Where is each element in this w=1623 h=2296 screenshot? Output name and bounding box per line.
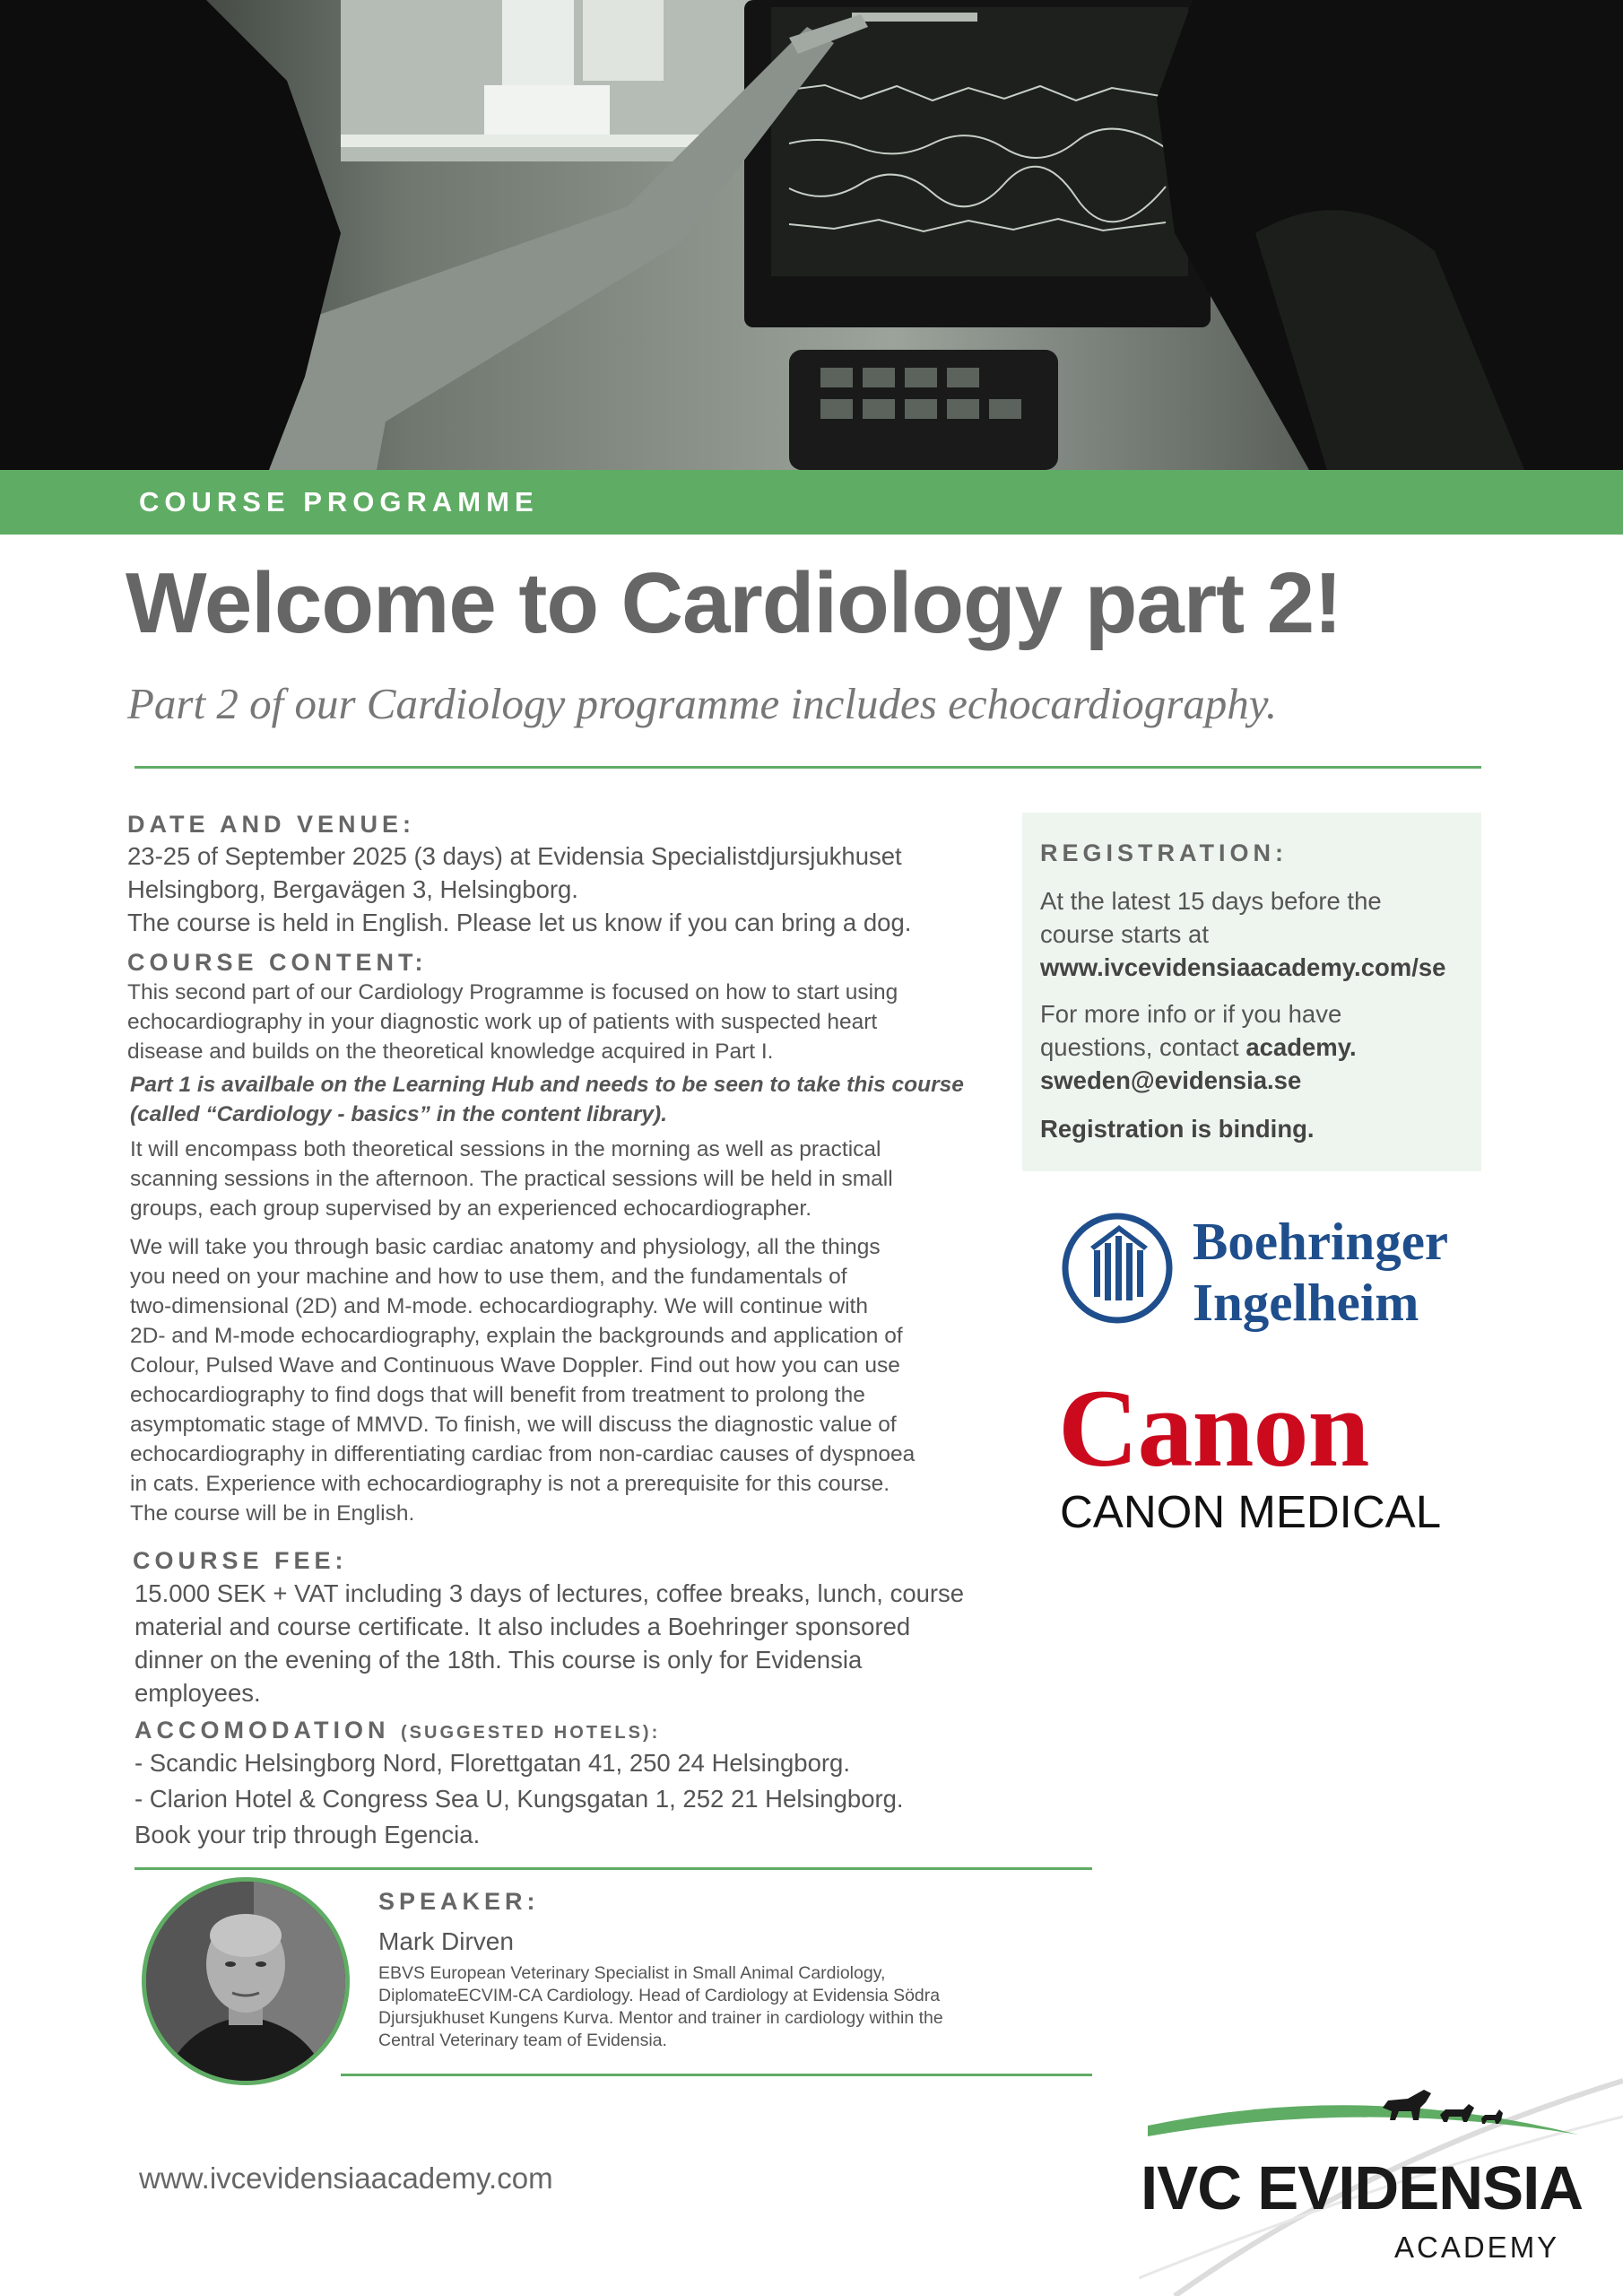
registration-url-link[interactable]: www.ivcevidensiaacademy.com/se bbox=[1040, 953, 1446, 981]
content-line: scanning sessions in the afternoon. The practical sessions will be held in small bbox=[130, 1167, 893, 1191]
boehringer-logo-text bbox=[1193, 1211, 1448, 1333]
speaker-avatar bbox=[142, 1877, 350, 2085]
divider-speaker-top bbox=[135, 1867, 1092, 1870]
note-line: (called “Cardiology - basics” in the content library). bbox=[130, 1102, 668, 1126]
bio-line: Djursjukhuset Kungens Kurva. Mentor and trainer in cardiology within the bbox=[378, 2008, 943, 2028]
date-venue-line: Helsingborg, Bergavägen 3, Helsingborg. bbox=[127, 875, 578, 903]
registration-heading: REGISTRATION: bbox=[1040, 839, 1288, 866]
echocardiography-scene-image bbox=[0, 0, 1623, 470]
course-content-note bbox=[130, 1070, 964, 1129]
registration-binding: Registration is binding. bbox=[1040, 1115, 1315, 1143]
speaker-portrait-icon bbox=[146, 1882, 345, 2081]
date-venue-heading: DATE AND VENUE: bbox=[127, 811, 416, 838]
section-banner bbox=[0, 470, 1623, 535]
fee-line: dinner on the evening of the 18th. This course is only for Evidensia bbox=[135, 1646, 863, 1674]
accommodation-heading-sub: (SUGGESTED HOTELS): bbox=[401, 1723, 661, 1743]
banner-label: COURSE PROGRAMME bbox=[139, 486, 539, 517]
boehringer-word: Boehringer bbox=[1193, 1212, 1449, 1271]
bio-line: Central Veterinary team of Evidensia. bbox=[378, 2031, 667, 2050]
footer-url-link[interactable]: www.ivcevidensiaacademy.com bbox=[139, 2161, 553, 2195]
ingelheim-word: Ingelheim bbox=[1193, 1273, 1419, 1332]
hotel-line: - Scandic Helsingborg Nord, Florettgatan 41, 250 24 Helsingborg. bbox=[135, 1749, 850, 1777]
content-line: This second part of our Cardiology Programme is focused on how to start using bbox=[127, 980, 898, 1004]
course-content-heading: COURSE CONTENT: bbox=[127, 949, 428, 976]
contact-line: For more info or if you have bbox=[1040, 1000, 1342, 1028]
content-line: We will take you through basic cardiac anatomy and physiology, all the things bbox=[130, 1235, 881, 1259]
date-venue-line: 23-25 of September 2025 (3 days) at Evidensia Specialistdjursjukhuset bbox=[127, 842, 902, 870]
course-content-para3 bbox=[130, 1232, 915, 1528]
content-line: asymptomatic stage of MMVD. To finish, we will discuss the diagnostic value of bbox=[130, 1413, 897, 1437]
content-line: disease and builds on the theoretical knowledge acquired in Part I. bbox=[127, 1039, 774, 1064]
course-content-para1 bbox=[127, 978, 898, 1066]
contact-prefix: questions, contact bbox=[1040, 1033, 1246, 1061]
speaker-bio bbox=[378, 1962, 943, 2052]
academy-logo-text: ACADEMY bbox=[1394, 2231, 1560, 2264]
content-line: groups, each group supervised by an experienced echocardiographer. bbox=[130, 1196, 812, 1221]
accommodation-heading bbox=[135, 1717, 660, 1744]
date-venue-line: The course is held in English. Please let us know if you can bring a dog. bbox=[127, 909, 912, 936]
hero-photo bbox=[0, 0, 1623, 470]
registration-deadline bbox=[1040, 884, 1445, 984]
content-line: The course will be in English. bbox=[130, 1501, 415, 1526]
registration-line: At the latest 15 days before the bbox=[1040, 887, 1382, 915]
content-line: Colour, Pulsed Wave and Continuous Wave Doppler. Find out how you can use bbox=[130, 1353, 900, 1378]
registration-line: course starts at bbox=[1040, 920, 1209, 948]
page-title: Welcome to Cardiology part 2! bbox=[126, 555, 1342, 651]
fee-line: 15.000 SEK + VAT including 3 days of lectures, coffee breaks, lunch, course bbox=[135, 1579, 965, 1607]
registration-contact bbox=[1040, 997, 1357, 1097]
contact-email-link[interactable]: academy. bbox=[1245, 1033, 1357, 1061]
divider-top bbox=[135, 766, 1481, 769]
content-line: in cats. Experience with echocardiography is not a prerequisite for this course. bbox=[130, 1472, 890, 1496]
booking-line: Book your trip through Egencia. bbox=[135, 1821, 481, 1848]
bio-line: EBVS European Veterinary Specialist in Small Animal Cardiology, bbox=[378, 1963, 886, 1983]
content-line: echocardiography in your diagnostic work up of patients with suspected heart bbox=[127, 1010, 878, 1034]
course-fee-heading: COURSE FEE: bbox=[133, 1547, 348, 1574]
ivc-evidensia-logo-text: IVC EVIDENSIA bbox=[1141, 2153, 1584, 2222]
canon-logo: Canon bbox=[1058, 1367, 1369, 1490]
speaker-name: Mark Dirven bbox=[378, 1927, 514, 1955]
course-fee-text bbox=[135, 1577, 964, 1709]
speaker-heading: SPEAKER: bbox=[378, 1888, 540, 1915]
fee-line: employees. bbox=[135, 1679, 261, 1707]
content-line: echocardiography to find dogs that will benefit from treatment to prolong the bbox=[130, 1383, 865, 1407]
content-line: 2D- and M-mode echocardiography, explain the backgrounds and application of bbox=[130, 1324, 903, 1348]
accommodation-text bbox=[135, 1745, 904, 1853]
content-line: echocardiography in differentiating cardiac from non-cardiac causes of dyspnoea bbox=[130, 1442, 916, 1466]
fee-line: material and course certificate. It also includes a Boehringer sponsored bbox=[135, 1613, 911, 1640]
bio-line: DiplomateECVIM-CA Cardiology. Head of Cardiology at Evidensia Södra bbox=[378, 1986, 941, 2005]
content-line: you need on your machine and how to use them, and the fundamentals of bbox=[130, 1265, 847, 1289]
course-content-para2 bbox=[130, 1135, 893, 1223]
contact-email-link-cont[interactable]: sweden@evidensia.se bbox=[1040, 1066, 1302, 1094]
canon-medical-text: CANON MEDICAL bbox=[1060, 1486, 1442, 1537]
note-line: Part 1 is availbale on the Learning Hub and needs to be seen to take this course bbox=[130, 1073, 964, 1097]
date-venue-text bbox=[127, 839, 911, 939]
hotel-line: - Clarion Hotel & Congress Sea U, Kungsgatan 1, 252 21 Helsingborg. bbox=[135, 1785, 904, 1813]
page-subtitle: Part 2 of our Cardiology programme includes echocardiography. bbox=[127, 679, 1278, 728]
divider-speaker-bottom bbox=[341, 2074, 1092, 2076]
accommodation-heading-main: ACCOMODATION bbox=[135, 1717, 390, 1744]
content-line: It will encompass both theoretical sessions in the morning as well as practical bbox=[130, 1137, 881, 1161]
content-line: two-dimensional (2D) and M-mode. echocardiography. We will continue with bbox=[130, 1294, 868, 1318]
